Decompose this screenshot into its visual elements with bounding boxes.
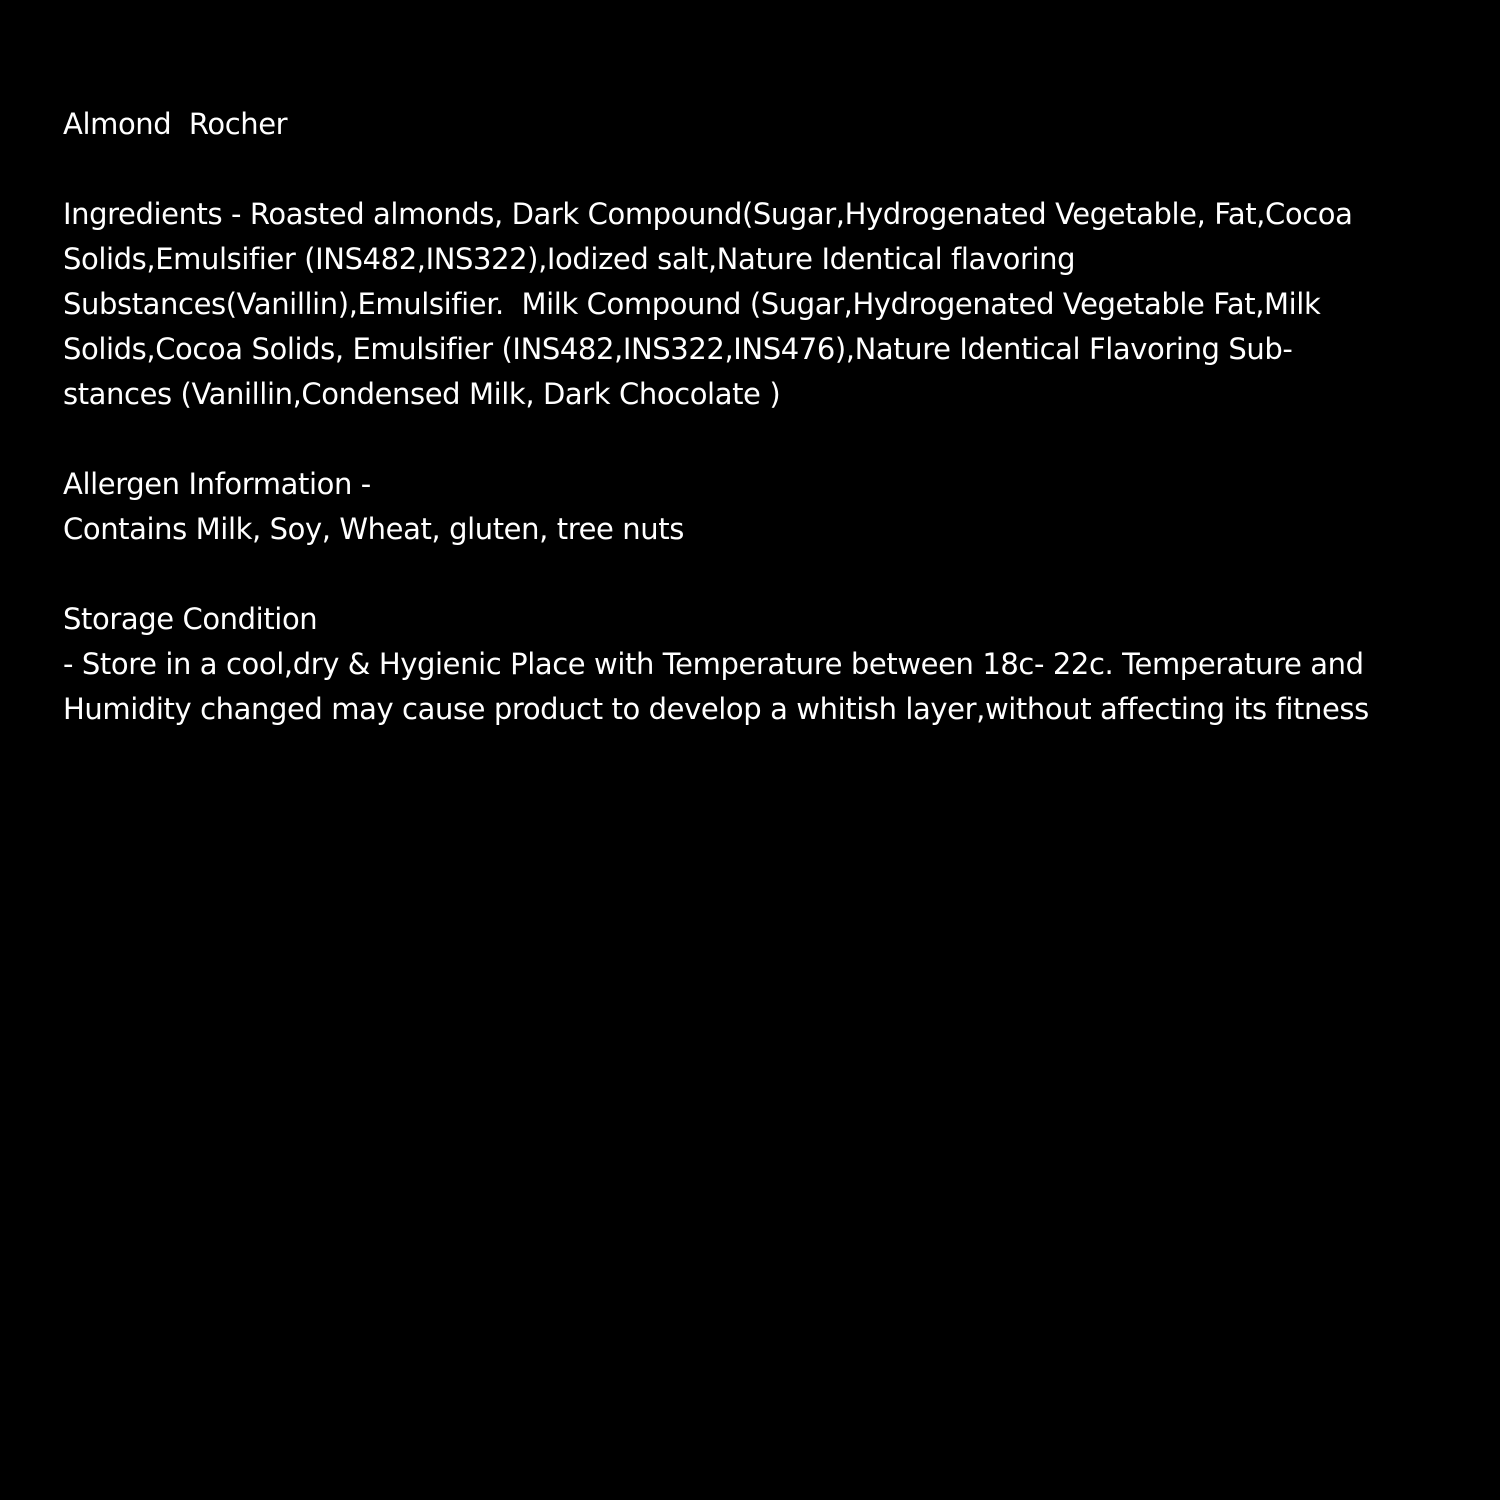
storage-line-1: - Store in a cool,dry & Hygienic Place with Temperature between 18c- 22c. Temperature and [63,647,1364,681]
allergen-heading: Allergen Information - [63,467,371,501]
ingredients-line-5: stances (Vanillin,Condensed Milk, Dark Chocolate ) [63,377,781,411]
ingredients-line-4: Solids,Cocoa Solids, Emulsifier (INS482,INS322,INS476),Nature Identical Flavoring Sub- [63,332,1293,366]
storage-line-2: Humidity changed may cause product to develop a whitish layer,without affecting its fitness [63,692,1369,726]
ingredients-line-3: Substances(Vanillin),Emulsifier. Milk Compound (Sugar,Hydrogenated Vegetable Fat,Milk [63,287,1321,321]
ingredients-line-1: Ingredients - Roasted almonds, Dark Compound(Sugar,Hydrogenated Vegetable, Fat,Cocoa [63,197,1353,231]
ingredients-line-2: Solids,Emulsifier (INS482,INS322),Iodized salt,Nature Identical flavoring [63,242,1076,276]
product-title: Almond Rocher [63,107,288,141]
storage-heading: Storage Condition [63,602,318,636]
allergen-text: Contains Milk, Soy, Wheat, gluten, tree nuts [63,512,684,546]
